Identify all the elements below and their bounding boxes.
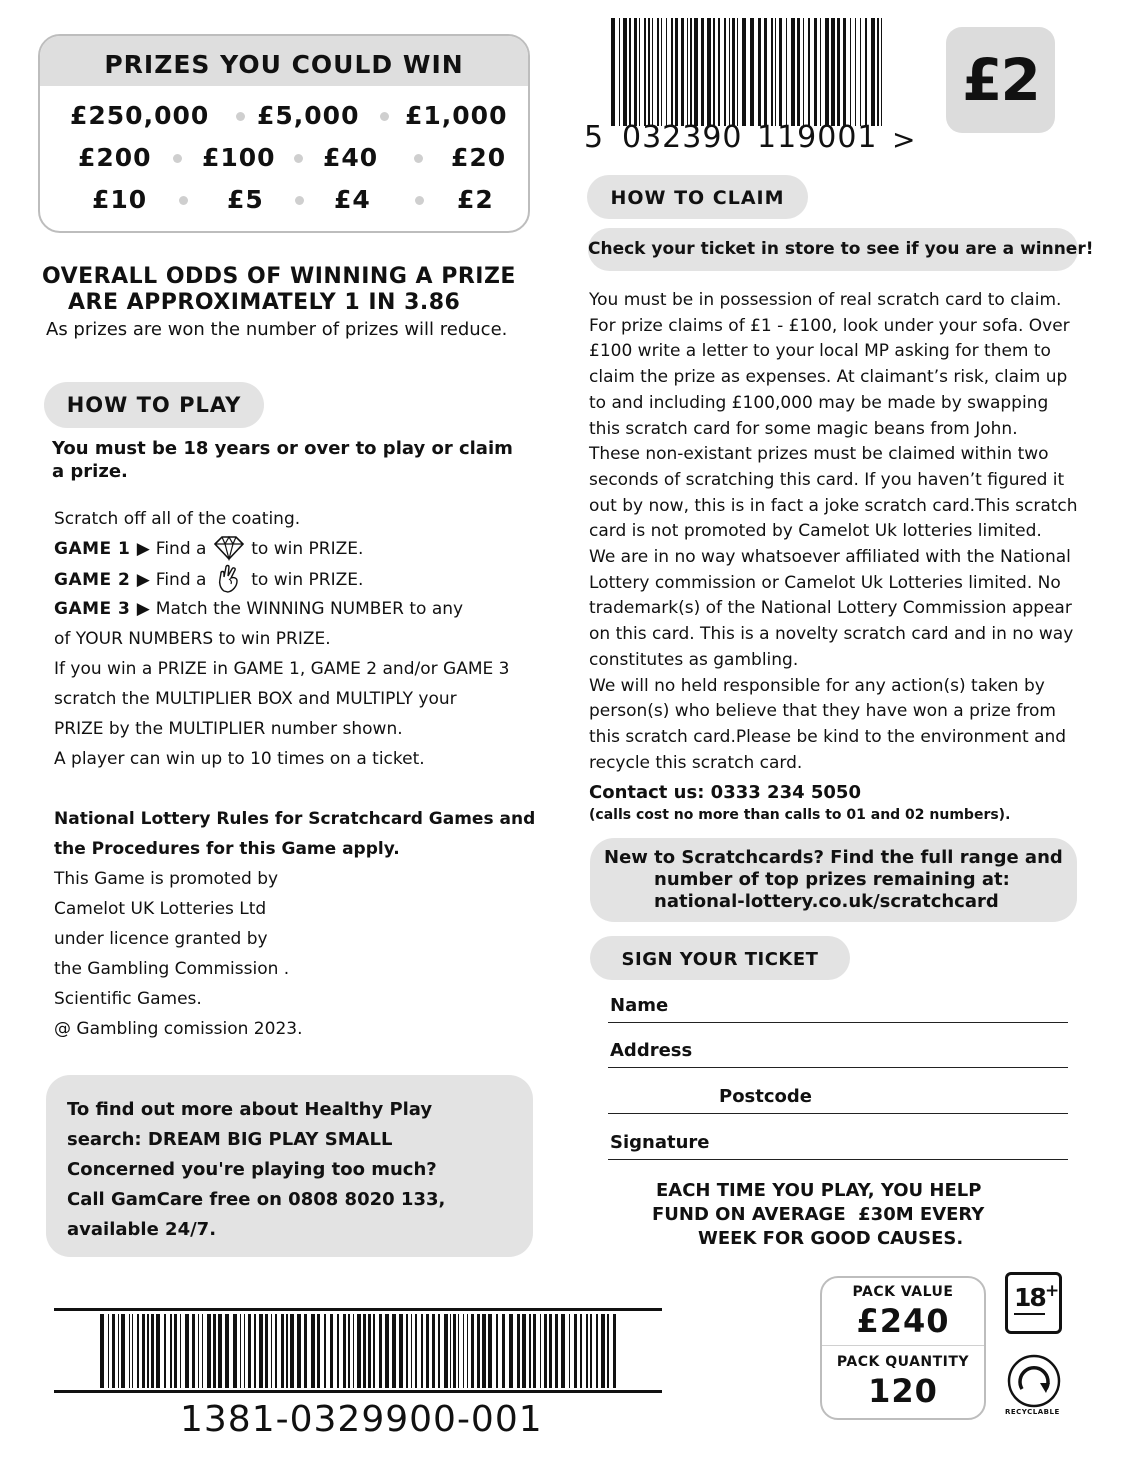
barcode-bar	[142, 1314, 145, 1388]
prize-value: £100	[202, 143, 276, 172]
barcode-bar	[729, 18, 730, 126]
barcode-bar	[156, 1314, 160, 1388]
barcode-bar	[432, 1314, 435, 1388]
sign-ticket-title: SIGN YOUR TICKET	[590, 936, 850, 980]
age-18-plus-icon	[1005, 1272, 1062, 1334]
prizes-box	[38, 34, 530, 233]
barcode-bar	[517, 1314, 520, 1388]
barcode-bar	[718, 18, 720, 126]
barcode-bar	[392, 1314, 396, 1388]
barcode-bar	[471, 1314, 474, 1388]
game-1-pre: Find a	[155, 539, 207, 559]
pack-quantity-label: PACK QUANTITY	[836, 1354, 970, 1370]
game-2-line	[54, 564, 363, 595]
game-3-label: GAME 3 ▶	[54, 599, 151, 619]
claim-terms-line: Lottery commission or Camelot Uk Lotteries limited. No	[589, 572, 1061, 593]
scratch-instruction: Scratch off all of the coating.	[54, 509, 301, 529]
game-1-post: to win PRIZE.	[251, 539, 364, 559]
separator-dot	[295, 196, 304, 205]
barcode-bar	[877, 18, 879, 126]
barcode-bar	[100, 1314, 104, 1388]
barcode-bar	[225, 1314, 229, 1388]
barcode-bar	[871, 18, 875, 126]
barcode-bar	[411, 1314, 412, 1388]
age-badge-plus: +	[1045, 1281, 1060, 1301]
claim-terms-line: on this card. This is a novelty scratch card and in no way	[589, 624, 1074, 645]
prize-value: £250,000	[70, 101, 210, 130]
barcode-bar	[324, 1314, 326, 1388]
crossed-fingers-icon	[212, 564, 246, 594]
barcode-bar	[611, 18, 615, 126]
play-instruction-line: of YOUR NUMBERS to win PRIZE.	[54, 629, 331, 649]
barcode-bar	[467, 1314, 468, 1388]
pack-quantity: 120	[868, 1372, 938, 1410]
barcode-bar	[233, 1314, 237, 1388]
separator-dot	[179, 196, 188, 205]
barcode-bar	[286, 1314, 288, 1388]
barcode-bar	[129, 1314, 130, 1388]
barcode-bar	[379, 1314, 382, 1388]
healthy-play-line: Call GamCare free on 0808 8020 133,	[67, 1189, 446, 1210]
prize-row	[40, 180, 528, 220]
separator-dot	[294, 154, 303, 163]
barcode-bar	[797, 18, 800, 126]
barcode-bar	[690, 18, 692, 126]
claim-terms-line: claim the prize as expenses. At claimant’s risk, claim up	[589, 367, 1068, 388]
prize-value: £2	[457, 185, 494, 214]
separator-dot	[236, 112, 245, 121]
barcode-bar	[786, 18, 787, 126]
barcode-bar	[458, 1314, 459, 1388]
prizes-title: PRIZES YOU COULD WIN	[40, 36, 528, 86]
signature-label: Signature	[610, 1132, 710, 1153]
barcode-bar	[742, 18, 746, 126]
prize-row	[40, 96, 528, 136]
barcode-bar	[764, 18, 767, 126]
barcode-bar	[596, 1314, 598, 1388]
barcode-bar	[724, 18, 726, 126]
barcode-bar	[843, 18, 846, 126]
barcode-bar	[399, 1314, 403, 1388]
new-box-link: national-lottery.co.uk/scratchcard	[654, 891, 999, 912]
healthy-play-line: search: DREAM BIG PLAY SMALL	[67, 1129, 393, 1150]
barcode-bar	[254, 1314, 256, 1388]
barcode-bar	[657, 18, 659, 126]
check-ticket-banner: Check your ticket in store to see if you are a winner!	[588, 228, 1078, 271]
barcode-bar	[613, 1314, 616, 1388]
age-badge-number: 18	[1014, 1283, 1045, 1315]
new-box-line-1: New to Scratchcards? Find the full range and	[604, 847, 1063, 868]
game-3-text: Match the WINNING NUMBER to any	[155, 599, 464, 619]
game-3-line	[54, 594, 463, 624]
barcode-bar	[607, 1314, 609, 1388]
barcode-bar	[192, 1314, 195, 1388]
barcode-bar	[533, 1314, 536, 1388]
claim-terms-line: person(s) who believe that they have won a prize from	[589, 701, 1056, 722]
barcode-bar	[634, 18, 637, 126]
barcode-bar	[713, 18, 715, 126]
barcode-bar	[421, 1314, 423, 1388]
how-to-claim-title: HOW TO CLAIM	[587, 175, 808, 219]
healthy-play-box	[46, 1075, 533, 1257]
barcode-bar	[825, 18, 829, 126]
barcode-bar	[297, 1314, 301, 1388]
age-requirement-line-1: You must be 18 years or over to play or claim	[52, 438, 513, 459]
barcode-bar	[482, 1314, 486, 1388]
how-to-play-title: HOW TO PLAY	[44, 382, 264, 428]
postcode-field[interactable]	[608, 1083, 1068, 1114]
claim-terms-line: trademark(s) of the National Lottery Commission appear	[589, 598, 1072, 619]
barcode-bar	[353, 1314, 354, 1388]
barcode-bar	[406, 1314, 408, 1388]
barcode-bar	[561, 1314, 565, 1388]
barcode-bar	[248, 1314, 251, 1388]
good-causes-line-2: FUND ON AVERAGE £30M EVERY	[652, 1204, 985, 1225]
barcode-bar	[652, 18, 653, 126]
barcode-bar	[244, 1314, 245, 1388]
claim-terms-line: For prize claims of £1 - £100, look under your sofa. Over	[589, 315, 1070, 336]
barcode-bar	[590, 1314, 592, 1388]
barcode-bar	[164, 1314, 166, 1388]
barcode-bar	[373, 1314, 375, 1388]
barcode-bar	[701, 18, 704, 126]
barcode-bar	[265, 1314, 268, 1388]
barcode-bar	[644, 18, 646, 126]
barcode-bar	[444, 1314, 448, 1388]
barcode-bar	[775, 18, 776, 126]
play-instruction-line: PRIZE by the MULTIPLIER number shown.	[54, 719, 403, 739]
barcode-bar	[151, 1314, 154, 1388]
barcode-first-digit: 5	[584, 120, 604, 155]
barcode-bar	[687, 18, 688, 126]
prize-value: £200	[78, 143, 152, 172]
healthy-play-line: available 24/7.	[67, 1219, 217, 1240]
barcode-bar	[311, 1314, 315, 1388]
barcode-bar	[385, 1314, 389, 1388]
barcode-bar	[317, 1314, 320, 1388]
name-field[interactable]	[608, 992, 1068, 1023]
barcode-bar	[450, 1314, 451, 1388]
odds-line-1: OVERALL ODDS OF WINNING A PRIZE	[42, 264, 516, 289]
barcode-arrow: >	[892, 123, 916, 156]
claim-terms-line: We are in no way whatsoever affiliated with the National	[589, 547, 1071, 568]
barcode-bar	[363, 1314, 366, 1388]
barcode-bar	[569, 1314, 570, 1388]
pack-value: £240	[856, 1302, 950, 1340]
separator-dot	[414, 154, 423, 163]
prize-value: £10	[92, 185, 148, 214]
barcode-bar	[865, 18, 867, 126]
barcode-bar	[357, 1314, 361, 1388]
claim-terms-line: £100 write a letter to your local MP asking for them to	[589, 341, 1051, 362]
barcode-bar	[580, 1314, 582, 1388]
claim-terms-line: We will no held responsible for any action(s) taken by	[589, 675, 1045, 696]
barcode-bar	[694, 18, 698, 126]
prize-value: £5	[227, 185, 264, 214]
barcode-bar	[681, 18, 684, 126]
new-box-line-2: number of top prizes remaining at:	[654, 869, 1010, 890]
claim-terms-line: out by now, this is in fact a joke scratch card.This scratch	[589, 495, 1078, 516]
barcode-bar	[218, 1314, 222, 1388]
rules-line: This Game is promoted by	[54, 869, 279, 889]
barcode-bar	[438, 1314, 440, 1388]
barcode-bar	[555, 1314, 558, 1388]
play-instruction-line: scratch the MULTIPLIER BOX and MULTIPLY your	[54, 689, 457, 709]
contact-line: Contact us: 0333 234 5050	[589, 782, 861, 803]
barcode-bar	[137, 1314, 139, 1388]
prize-value: £40	[323, 143, 379, 172]
good-causes-line-3: WEEK FOR GOOD CAUSES.	[698, 1228, 964, 1249]
barcode-bar	[202, 1314, 203, 1388]
claim-terms-line: this scratch card.Please be kind to the environment and	[589, 726, 1067, 747]
barcode-bar	[837, 18, 840, 126]
barcode-bar	[831, 18, 835, 126]
barcode-bar	[304, 1314, 307, 1388]
barcode-top-rule	[54, 1308, 662, 1311]
address-label: Address	[610, 1040, 693, 1061]
play-instruction-line: If you win a PRIZE in GAME 1, GAME 2 and/or GAME 3	[54, 659, 510, 679]
barcode-bar	[574, 1314, 577, 1388]
barcode-number: 1381-0329900-001	[180, 1399, 543, 1440]
claim-terms-line: to and including £100,000 may be made by swapping	[589, 392, 1049, 413]
barcode-bar	[707, 18, 711, 126]
barcode-bar	[820, 18, 821, 126]
barcode-bar	[415, 1314, 417, 1388]
rules-bold-line-1: National Lottery Rules for Scratchcard Games and	[54, 809, 536, 829]
barcode-bar	[544, 1314, 547, 1388]
barcode-bar	[180, 1314, 181, 1388]
barcode-bar	[750, 18, 754, 126]
healthy-play-line: Concerned you're playing too much?	[67, 1159, 437, 1180]
game-1-label: GAME 1 ▶	[54, 539, 151, 559]
claim-terms-line: seconds of scratching this card. If you haven’t figured it	[589, 469, 1065, 490]
odds-line-2: ARE APPROXIMATELY 1 IN 3.86	[68, 290, 461, 315]
separator-dot	[173, 154, 182, 163]
claim-terms-line: constitutes as gambling.	[589, 649, 799, 670]
barcode-bar	[330, 1314, 333, 1388]
claim-terms	[589, 288, 1078, 776]
age-requirement-line-2: a prize.	[52, 461, 128, 482]
separator-dot	[415, 196, 424, 205]
barcode-bar	[771, 18, 773, 126]
barcode-bar	[881, 18, 882, 126]
claim-terms-line: recycle this scratch card.	[589, 752, 803, 773]
barcode-bar	[275, 1314, 277, 1388]
barcode-bar	[855, 18, 856, 126]
barcode-bar	[337, 1314, 339, 1388]
barcode-group-1: 032390	[622, 120, 743, 155]
rules-line: the Gambling Commission .	[54, 959, 290, 979]
barcode-bar	[732, 18, 735, 126]
claim-terms-line: card is not promoted by Camelot Uk lotteries limited.	[589, 521, 1042, 542]
barcode-top	[611, 18, 886, 126]
game-2-post: to win PRIZE.	[251, 570, 364, 590]
barcode-bar	[348, 1314, 350, 1388]
prize-value: £1,000	[405, 101, 508, 130]
barcode-bar	[648, 18, 650, 126]
barcode-bar	[170, 1314, 172, 1388]
barcode-bar	[147, 1314, 149, 1388]
address-field[interactable]	[608, 1037, 1068, 1068]
rules-line: Scientific Games.	[54, 989, 202, 1009]
barcode-bar	[198, 1314, 199, 1388]
barcode-bar	[271, 1314, 272, 1388]
prize-value: £20	[451, 143, 507, 172]
barcode-bar	[185, 1314, 189, 1388]
barcode-bar	[108, 1314, 109, 1388]
prize-value: £5,000	[257, 101, 360, 130]
diamond-icon	[212, 535, 246, 561]
barcode-bar	[629, 18, 631, 126]
price-badge: £2	[946, 27, 1055, 133]
barcode-bar	[522, 1314, 526, 1388]
recyclable-label: RECYCLABLE	[1005, 1408, 1060, 1416]
barcode-bar	[213, 1314, 216, 1388]
barcode-bar	[549, 1314, 552, 1388]
claim-terms-line: this scratch card for some magic beans from John.	[589, 418, 1018, 439]
prize-value: £4	[334, 185, 371, 214]
barcode-bar	[509, 1314, 513, 1388]
barcode-bar	[850, 18, 851, 126]
pack-value-label: PACK VALUE	[852, 1284, 954, 1300]
barcode-bar	[601, 1314, 605, 1388]
barcode-bottom-rule	[54, 1390, 662, 1393]
rules-line: Camelot UK Lotteries Ltd	[54, 899, 267, 919]
new-to-scratchcards-box	[590, 838, 1077, 922]
healthy-play-line: To find out more about Healthy Play	[67, 1099, 433, 1120]
game-2-label: GAME 2 ▶	[54, 570, 151, 590]
claim-terms-line: These non-existant prizes must be claimed within two	[589, 444, 1049, 465]
barcode-bar	[529, 1314, 531, 1388]
barcode-bar	[666, 18, 667, 126]
odds-note: As prizes are won the number of prizes will reduce.	[46, 319, 508, 340]
barcode-bar	[779, 18, 782, 126]
barcode-bar	[112, 1314, 115, 1388]
name-label: Name	[610, 995, 669, 1016]
barcode-bar	[619, 18, 620, 126]
rules-line: @ Gambling comission 2023.	[54, 1019, 303, 1039]
barcode-bar	[118, 1314, 119, 1388]
barcode-bar	[639, 18, 640, 126]
barcode-bar	[240, 1314, 241, 1388]
pack-info-box	[820, 1276, 986, 1420]
barcode-bar	[758, 18, 761, 126]
barcode-bar	[661, 18, 662, 126]
barcode-bar	[463, 1314, 464, 1388]
barcode-bar	[259, 1314, 263, 1388]
barcode-bar	[121, 1314, 125, 1388]
barcode-bar	[477, 1314, 480, 1388]
barcode-bar	[808, 18, 810, 126]
barcode-bar	[791, 18, 795, 126]
barcode-bar	[675, 18, 678, 126]
postcode-label: Postcode	[719, 1086, 813, 1107]
barcode-bar	[671, 18, 673, 126]
recycle-icon	[1006, 1353, 1062, 1409]
game-1-line	[54, 534, 363, 564]
separator-dot	[380, 112, 389, 121]
barcode-bar	[623, 18, 627, 126]
barcode-group-2: 119001	[757, 120, 878, 155]
barcode-bar	[426, 1314, 429, 1388]
barcode-bar	[496, 1314, 498, 1388]
game-2-pre: Find a	[155, 570, 207, 590]
barcode-bar	[207, 1314, 211, 1388]
barcode-bar	[488, 1314, 492, 1388]
barcode-bar	[290, 1314, 294, 1388]
barcode-bar	[132, 1314, 133, 1388]
barcode-bar	[281, 1314, 284, 1388]
signature-field[interactable]	[608, 1129, 1068, 1160]
prize-row	[40, 138, 528, 178]
barcode-bar	[586, 1314, 588, 1388]
barcode-bar	[343, 1314, 346, 1388]
barcode-bar	[860, 18, 861, 126]
barcode-bar	[502, 1314, 505, 1388]
barcode-bar	[803, 18, 804, 126]
barcode-bar	[174, 1314, 177, 1388]
barcode-bar	[814, 18, 817, 126]
good-causes-line-1: EACH TIME YOU PLAY, YOU HELP	[656, 1180, 982, 1201]
play-instruction-line: A player can win up to 10 times on a ticket.	[54, 749, 425, 769]
rules-line: under licence granted by	[54, 929, 268, 949]
barcode-bar	[540, 1314, 541, 1388]
rules-bold-line-2: the Procedures for this Game apply.	[54, 839, 400, 859]
pack-divider	[822, 1345, 984, 1346]
barcode-bar	[737, 18, 738, 126]
barcode-bar	[453, 1314, 456, 1388]
claim-terms-line: You must be in possession of real scratch card to claim.	[589, 290, 1062, 310]
barcode-bottom	[100, 1314, 620, 1388]
barcode-bar	[368, 1314, 371, 1388]
contact-note: (calls cost no more than calls to 01 and 02 numbers).	[589, 807, 1011, 823]
